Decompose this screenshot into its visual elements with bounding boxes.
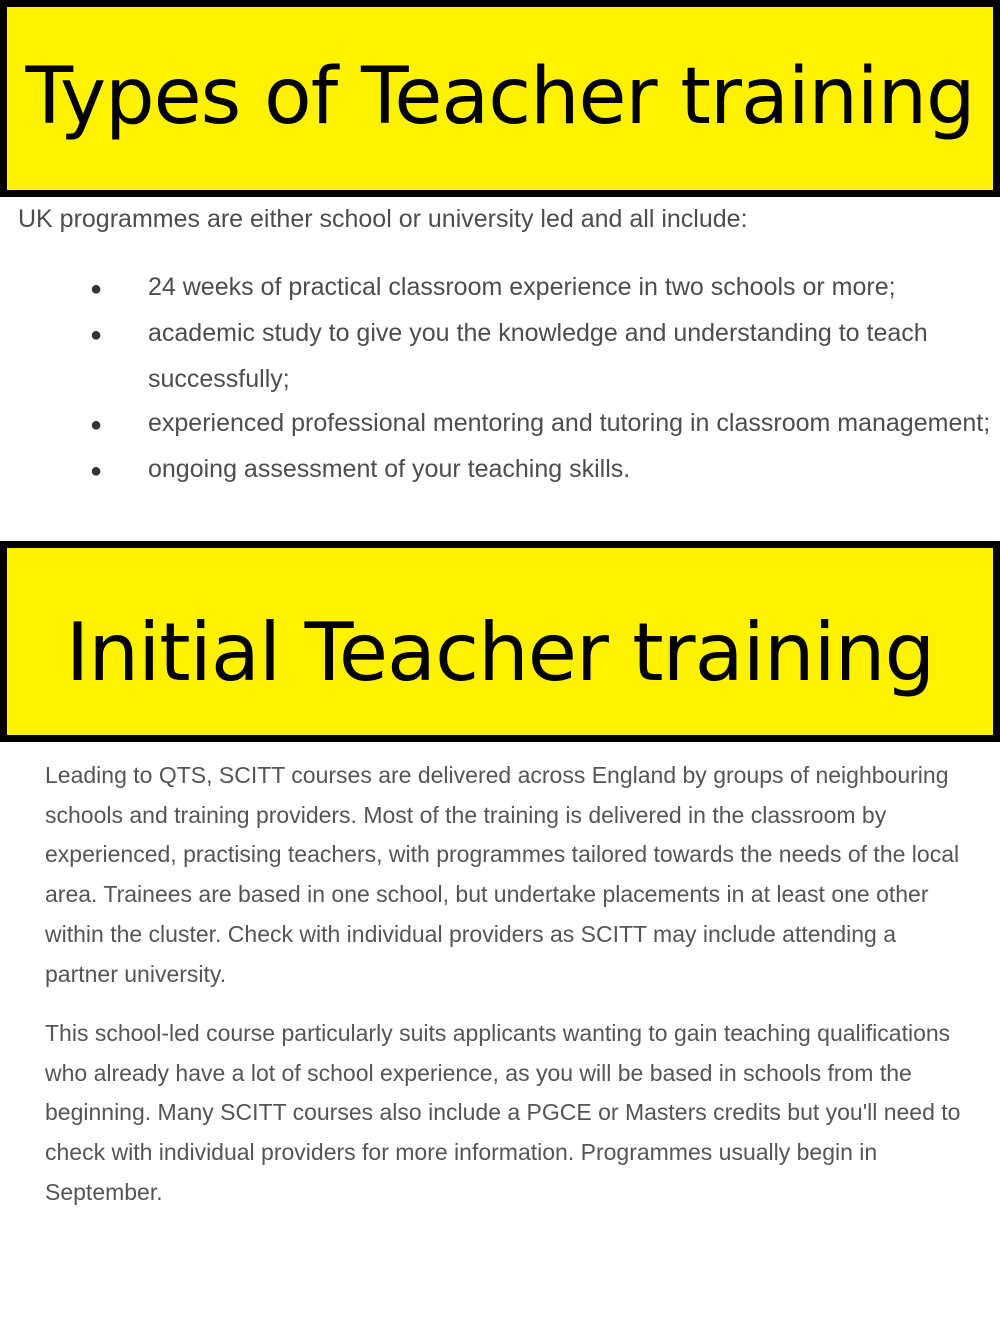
list-item-text: ongoing assessment of your teaching skills. <box>148 455 631 483</box>
scitt-description-paragraph: Leading to QTS, SCITT courses are delivered across England by groups of neighbouring schools and training providers. Most of the training is delivered in the classroom by experienced, practising teachers, with programmes tailored towards the needs of the local area. Trainees are based in one school, but undertake placements in at least one other within the cluster. Check with individual providers as SCITT may include attending a partner university. <box>45 762 960 987</box>
types-of-teacher-training-banner <box>0 0 1000 197</box>
list-item <box>0 265 1000 311</box>
bullet-icon: ● <box>90 414 103 436</box>
bullet-icon: ● <box>90 324 103 346</box>
list-item <box>0 447 1000 493</box>
list-item-text: academic study to give you the knowledge and understanding to teach successfully; <box>148 319 928 393</box>
bullet-icon: ● <box>90 460 103 482</box>
banner-title: Initial Teacher training <box>65 606 935 699</box>
list-item <box>0 401 1000 447</box>
list-item-text: experienced professional mentoring and tutoring in classroom management; <box>148 409 991 437</box>
bullet-icon: ● <box>90 278 103 300</box>
intro-text: UK programmes are either school or university led and all include: <box>18 205 748 233</box>
list-item <box>0 311 1000 401</box>
requirements-list <box>0 265 1000 493</box>
banner-title: Types of Teacher training <box>25 52 975 142</box>
school-led-course-paragraph: This school-led course particularly suits applicants wanting to gain teaching qualifications who already have a lot of school experience, as you will be based in schools from the beginning. Many SCITT courses also include a PGCE or Masters credits but you'll need to check with individual providers for more information. Programmes usually begin in September. <box>45 1020 961 1205</box>
list-item-text: 24 weeks of practical classroom experience in two schools or more; <box>148 273 896 301</box>
initial-teacher-training-banner <box>0 541 1000 742</box>
